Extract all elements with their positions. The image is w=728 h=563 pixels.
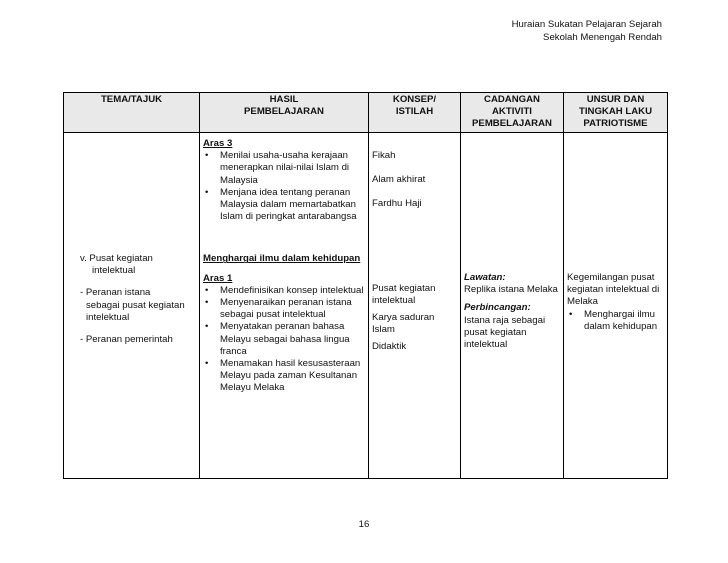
menghargai-ilmu-heading: Menghargai ilmu dalam kehidupan bbox=[203, 253, 361, 265]
tema-item-peranan-istana: - Peranan istana sebagai pusat kegiatan intelektual bbox=[80, 287, 185, 323]
konsep-pusat-kegiatan: Pusat kegiatan intelektual bbox=[372, 282, 436, 306]
perbincangan-text: Istana raja sebagai pusat kegiatan intelektual bbox=[464, 314, 546, 351]
aras-1-label: Aras 1 bbox=[203, 272, 233, 284]
list-item: • Menghargai ilmu dalam kehidupan bbox=[569, 308, 658, 332]
konsep-fardhu-haji: Fardhu Haji bbox=[372, 198, 422, 210]
col-header-cadangan: CADANGAN AKTIVITI PEMBELAJARAN bbox=[461, 93, 564, 133]
konsep-fikah: Fikah bbox=[372, 150, 396, 161]
header-line-1: Huraian Sukatan Pelajaran Sejarah bbox=[511, 19, 662, 30]
konsep-alam-akhirat: Alam akhirat bbox=[372, 174, 426, 186]
aras-3-list bbox=[203, 150, 365, 223]
konsep-karya-saduran: Karya saduran Islam bbox=[372, 312, 435, 336]
tema-item-pusat-kegiatan: v. Pusat kegiatan intelektual bbox=[80, 253, 153, 277]
cell-cadangan bbox=[461, 133, 564, 479]
lawatan-text: Replika istana Melaka bbox=[464, 284, 558, 296]
lawatan-label: Lawatan: bbox=[464, 272, 506, 283]
tema-item-peranan-pemerintah: - Peranan pemerintah bbox=[80, 334, 173, 346]
aras-3-label: Aras 3 bbox=[203, 138, 233, 149]
perbincangan-label: Perbincangan: bbox=[464, 302, 531, 314]
list-item: • Menamakan hasil kesusasteraan Melayu pada zaman Kesultanan Melayu Melaka bbox=[205, 358, 361, 394]
list-item: • Menilai usaha-usaha kerajaan menerapkan nilai-nilai Islam di Malaysia bbox=[205, 150, 350, 186]
konsep-didaktik: Didaktik bbox=[372, 341, 407, 353]
col-header-tema: TEMA/TAJUK bbox=[64, 93, 200, 133]
syllabus-table bbox=[63, 92, 668, 479]
col-header-unsur: UNSUR DAN TINGKAH LAKU PATRIOTISME bbox=[564, 93, 668, 133]
table-row bbox=[64, 133, 668, 479]
aras-1-list bbox=[203, 285, 365, 395]
header-line-2: Sekolah Menengah Rendah bbox=[543, 31, 662, 43]
list-item: • Menyenaraikan peranan istana sebagai pusat intelektual bbox=[205, 297, 352, 321]
col-header-konsep: KONSEP/ ISTILAH bbox=[369, 93, 461, 133]
list-item: • Menyatakan peranan bahasa Melayu sebagai bahasa lingua franca bbox=[205, 321, 350, 357]
unsur-text: Kegemilangan pusat kegiatan intelektual di Melaka bbox=[567, 272, 660, 308]
unsur-list bbox=[567, 309, 664, 333]
table-header-row bbox=[64, 93, 668, 133]
col-header-hasil: HASIL PEMBELAJARAN bbox=[200, 93, 369, 133]
cell-tema bbox=[64, 133, 200, 479]
list-item: • Mendefinisikan konsep intelektual bbox=[205, 284, 364, 296]
cell-konsep bbox=[369, 133, 461, 479]
cell-unsur bbox=[564, 133, 668, 479]
page-number: 16 bbox=[358, 519, 370, 530]
cell-hasil bbox=[200, 133, 369, 479]
document-header bbox=[512, 19, 662, 44]
list-item: • Menjana idea tentang peranan Malaysia dalam memartabatkan Islam di peringkat antarabangsa bbox=[205, 186, 357, 223]
